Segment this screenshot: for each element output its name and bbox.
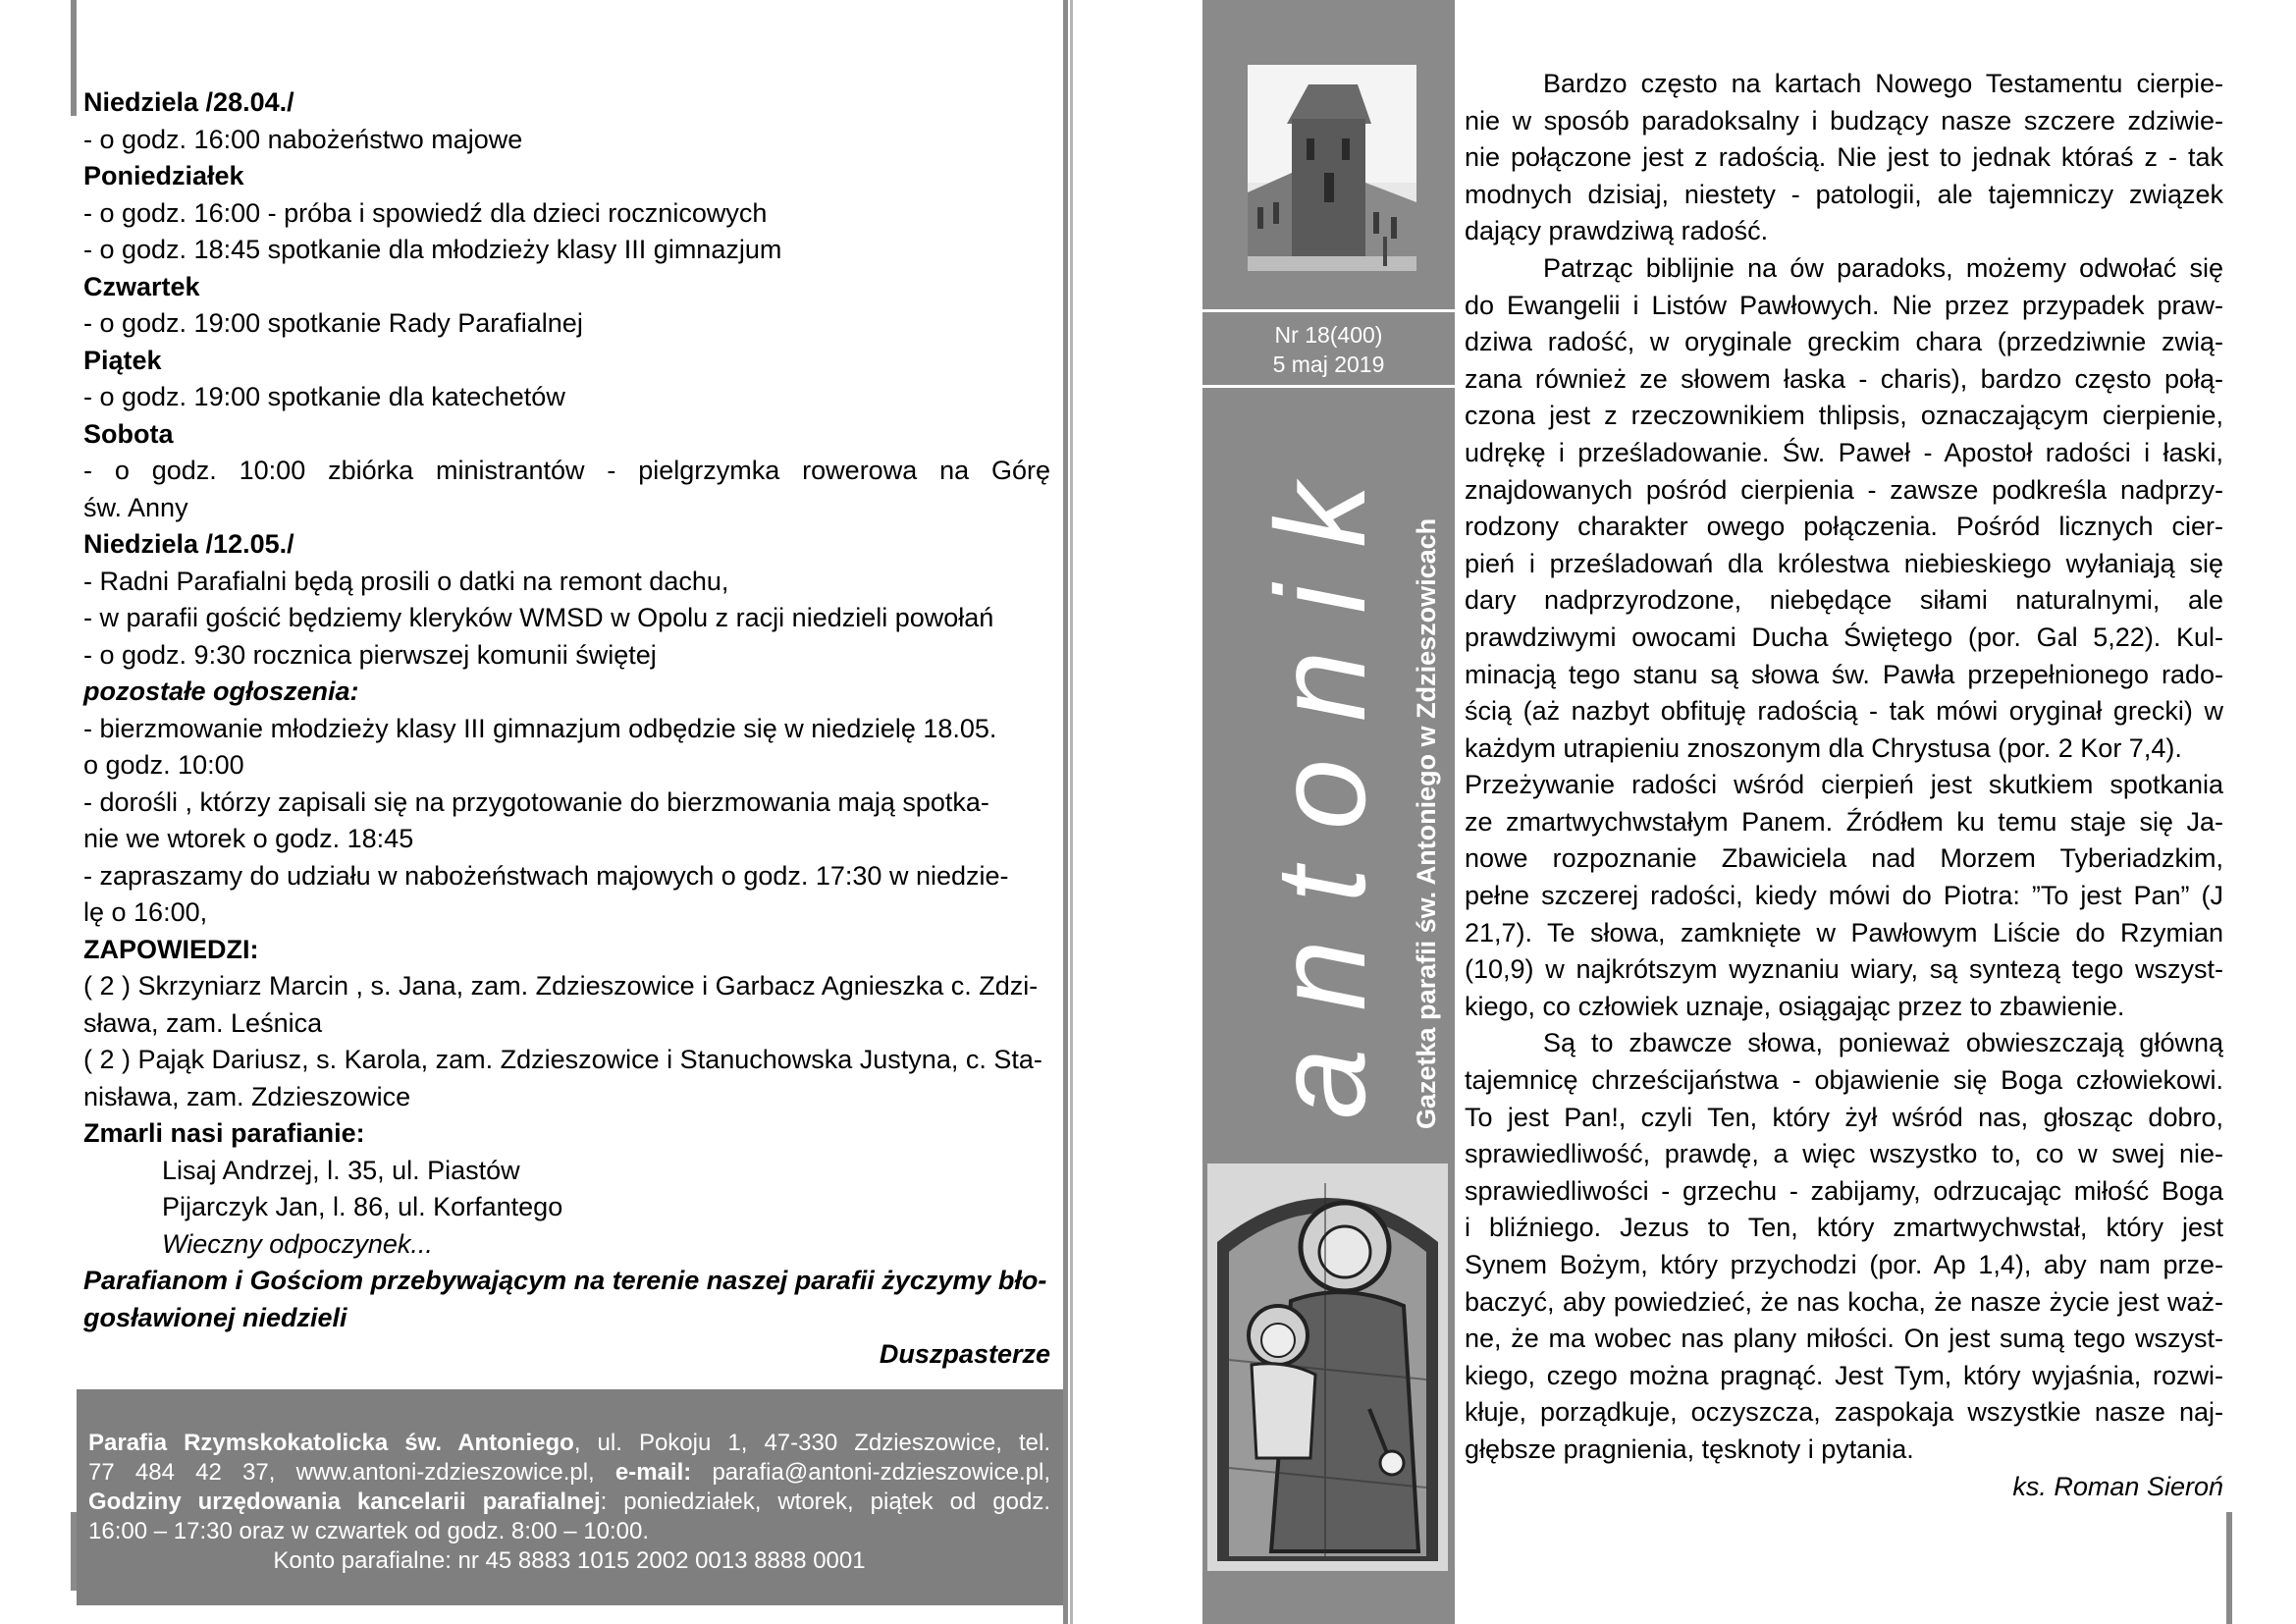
article-line: rodzony charakter owego połączenia. Pośród licznych cier- bbox=[1465, 512, 2223, 542]
issue-date: 5 maj 2019 bbox=[1272, 352, 1385, 377]
church-illustration bbox=[1248, 65, 1416, 271]
day-heading: Czwartek bbox=[83, 271, 200, 301]
footer-line-hours bbox=[88, 1488, 1050, 1517]
page-center-rule-left bbox=[1063, 0, 1068, 1624]
article-line: minacją tego stanu są słowa św. Pawła przepełnionego rado- bbox=[1465, 659, 2223, 689]
article-line: nowe rozpoznanie Zbawiciela nad Morzem Tyberiadzkim, bbox=[1465, 843, 2223, 874]
newsletter-title: antonik bbox=[1249, 446, 1392, 1119]
article-line: każdym utrapieniu znoszonym dla Chrystusa (por. 2 Kor 7,4). bbox=[1465, 732, 2182, 763]
article-line: modnych dzisiaj, niestety - patologii, ale tajemniczy związek bbox=[1465, 179, 2223, 209]
article-line: pień i prześladowań dla królestwa niebieskiego wyłaniają się bbox=[1465, 548, 2223, 578]
footer-line-address bbox=[88, 1429, 1050, 1458]
parish-phone-web[interactable]: 77 484 42 37, www.antoni-zdzieszowice.pl, bbox=[88, 1459, 615, 1486]
article-line: baczyć, aby powiedzieć, że nas kocha, że nasze życie jest waż- bbox=[1465, 1286, 2223, 1317]
article-line: sprawiedliwości - grzechu - zabijamy, odrzucając miłość Boga bbox=[1465, 1175, 2223, 1206]
article-page bbox=[1465, 66, 2223, 1505]
parish-contact-footer bbox=[77, 1389, 1063, 1605]
announcement-line: - o godz. 16:00 nabożeństwo majowe bbox=[83, 124, 523, 154]
article-signature: ks. Roman Sieroń bbox=[2012, 1471, 2223, 1501]
issue-number: Nr 18(400) bbox=[1274, 322, 1383, 348]
banns-line: ( 2 ) Pająk Dariusz, s. Karola, zam. Zdzieszowice i Stanuchowska Justyna, c. Sta- bbox=[83, 1045, 1042, 1074]
signature-pastors: Duszpasterze bbox=[879, 1339, 1050, 1369]
parish-name: Parafia Rzymskokatolicka św. Antoniego bbox=[88, 1430, 574, 1456]
article-line: sprawiedliwość, prawdę, a więc wszystko to, co w swej nie- bbox=[1465, 1139, 2223, 1169]
article-line: kiego, czego można pragnąć. Jest Tym, który wyjaśnia, rozwi- bbox=[1465, 1360, 2223, 1390]
blessing-line: Parafianom i Gościom przebywającym na terenie naszej parafii życzymy bło- bbox=[83, 1266, 1047, 1295]
announcement-line: - o godz. 18:45 spotkanie dla młodzieży klasy III gimnazjum bbox=[83, 235, 782, 264]
article-line: To jest Pan!, czyli Ten, który żył wśród nas, głosząc dobro, bbox=[1465, 1102, 2223, 1132]
announcement-line: o godz. 10:00 bbox=[83, 750, 244, 780]
article-line: ne, że ma wobec nas plany miłości. On jest sumą tego wszyst- bbox=[1465, 1324, 2223, 1354]
footer-line-hours-2: 16:00 – 17:30 oraz w czwartek od godz. 8:00 – 10:00. bbox=[88, 1518, 650, 1544]
article-line: znajdowanych pośród cierpienia - zawsze podkreśla nadprzy- bbox=[1465, 474, 2223, 505]
church-photo bbox=[1248, 65, 1416, 271]
article-line: do Ewangelii i Listów Pawłowych. Nie przez przypadek praw- bbox=[1465, 290, 2223, 320]
announcement-line: - Radni Parafialni będą prosili o datki na remont dachu, bbox=[83, 566, 729, 596]
right-margin-rule bbox=[2226, 1512, 2232, 1624]
article-line: zana również ze słowem łaska - charis), bardzo często połą- bbox=[1465, 363, 2223, 394]
stained-glass-illustration bbox=[1207, 1164, 1448, 1571]
announcement-line: - o godz. 19:00 spotkanie dla katechetów bbox=[83, 382, 565, 411]
announcement-line: - o godz. 16:00 - próba i spowiedź dla dzieci rocznicowych bbox=[83, 197, 768, 228]
article-line: kłuje, porządkuje, oczyszcza, zaspokaja wszystkie nasze naj- bbox=[1465, 1397, 2223, 1428]
article-line: nie połączone jest z radością. Nie jest to jednak któraś z - tak bbox=[1465, 142, 2223, 173]
announcement-line: - w parafii gościć będziemy kleryków WMSD w Opolu z racji niedzieli powołań bbox=[83, 603, 994, 632]
article-line: Przeżywanie radości wśród cierpień jest skutkiem spotkania bbox=[1465, 770, 2223, 800]
article-line: pełne szczerej radości, kiedy mówi do Piotra: ”To jest Pan” (J bbox=[1465, 881, 2223, 911]
day-heading: Sobota bbox=[83, 418, 174, 449]
article-line: i bliźniego. Jezus to Ten, który zmartwychwstał, który jest bbox=[1465, 1213, 2223, 1243]
announcement-line: - bierzmowanie młodzieży klasy III gimnazjum odbędzie się w niedzielę 18.05. bbox=[83, 713, 997, 743]
bank-account: Konto parafialne: nr 45 8883 1015 2002 0013 8888 0001 bbox=[273, 1547, 866, 1574]
announcement-line: - o godz. 10:00 zbiórka ministrantów - pielgrzymka rowerowa na Górę bbox=[83, 456, 1050, 485]
email-label: e-mail: bbox=[614, 1459, 692, 1486]
parish-address: , ul. Pokoju 1, 47-330 Zdzieszowice, tel. bbox=[573, 1430, 1050, 1456]
announcement-line: - o godz. 19:00 spotkanie Rady Parafialnej bbox=[83, 308, 583, 338]
masthead-column bbox=[1202, 0, 1455, 1624]
announcement-line: - zapraszamy do udziału w nabożeństwach majowych o godz. 17:30 w niedzie- bbox=[83, 860, 1009, 891]
article-line: dziwa radość, w oryginale greckim chara (przedziwnie zwią- bbox=[1465, 327, 2223, 357]
deceased-entry: Lisaj Andrzej, l. 35, ul. Piastów bbox=[162, 1155, 520, 1185]
article-line: Bardzo często na kartach Nowego Testamentu cierpie- bbox=[1543, 69, 2223, 98]
announcement-line: lę o 16:00, bbox=[83, 897, 208, 927]
day-heading: Poniedziałek bbox=[83, 161, 244, 190]
banns-line: ( 2 ) Skrzyniarz Marcin , s. Jana, zam. Zdzieszowice i Garbacz Agnieszka c. Zdzi- bbox=[83, 971, 1039, 1001]
day-heading: Niedziela /28.04./ bbox=[83, 87, 294, 117]
announcement-line: - dorośli , którzy zapisali się na przygotowanie do bierzmowania mają spotka- bbox=[83, 786, 989, 817]
day-heading: Piątek bbox=[83, 345, 162, 375]
other-announcements-heading: pozostałe ogłoszenia: bbox=[83, 677, 359, 706]
footer-line-contact bbox=[88, 1458, 1050, 1488]
announcement-line: św. Anny bbox=[83, 492, 188, 522]
saint-anthony-image bbox=[1207, 1164, 1448, 1571]
article-line: Synem Bożym, który przychodzi (por. Ap 1,4), aby nam prze- bbox=[1465, 1250, 2223, 1279]
article-line: Patrząc biblijnie na ów paradoks, możemy odwołać się bbox=[1543, 252, 2223, 283]
issue-info bbox=[1202, 309, 1455, 388]
deceased-entry: Pijarczyk Jan, l. 86, ul. Korfantego bbox=[162, 1192, 563, 1221]
article-line: nie w sposób paradoksalny i budzący nasze szczere zdziwie- bbox=[1465, 105, 2223, 135]
article-line: dary nadprzyrodzone, niebędące siłami naturalnymi, ale bbox=[1465, 585, 2223, 616]
left-margin-rule-top bbox=[71, 0, 77, 116]
eternal-rest-line: Wieczny odpoczynek... bbox=[162, 1228, 433, 1259]
banns-line: nisława, zam. Zdzieszowice bbox=[83, 1081, 411, 1111]
announcements-page bbox=[83, 84, 1050, 1374]
blessing-line: gosławionej niedzieli bbox=[83, 1302, 347, 1332]
article-line: tajemnicę chrześcijaństwa - objawienie się Boga człowiekowi. bbox=[1465, 1065, 2223, 1096]
day-heading: Niedziela /12.05./ bbox=[83, 529, 294, 559]
parish-email[interactable]: parafia@antoni-zdzieszowice.pl, bbox=[691, 1459, 1050, 1486]
office-hours-days: : poniedziałek, wtorek, piątek od godz. bbox=[600, 1489, 1050, 1515]
article-line: 21,7). Te słowa, zamknięte w Pawłowym Liście do Rzymian bbox=[1465, 917, 2223, 947]
article-line: (10,9) w najkrótszym wyznaniu wiary, są syntezą tego wszyst- bbox=[1465, 954, 2223, 985]
article-line: ścią (aż nazbyt obfituję radością - tak mówi oryginał grecki) w bbox=[1465, 696, 2223, 727]
article-line: ze zmartwychwstałym Panem. Źródłem ku temu staje się Ja- bbox=[1465, 806, 2223, 837]
article-line: głębsze pragnienia, tęsknoty i pytania. bbox=[1465, 1434, 1914, 1464]
article-line: udrękę i prześladowanie. Św. Paweł - Apostoł radości i łaski, bbox=[1465, 437, 2223, 467]
article-line: prawdziwymi owocami Ducha Świętego (por. Gal 5,22). Kul- bbox=[1465, 622, 2223, 652]
page-center-rule-right bbox=[1070, 0, 1073, 1624]
announcement-line: nie we wtorek o godz. 18:45 bbox=[83, 824, 414, 853]
office-hours-label: Godziny urzędowania kancelarii parafialnej bbox=[88, 1489, 601, 1515]
article-line: czona jest z rzeczownikiem thlipsis, oznaczającym cierpienie, bbox=[1465, 401, 2223, 431]
announcement-line: - o godz. 9:30 rocznica pierwszej komunii świętej bbox=[83, 639, 657, 670]
banns-heading: ZAPOWIEDZI: bbox=[83, 934, 259, 964]
article-line: kiego, co człowiek uznaje, osiągając przez to zbawienie. bbox=[1465, 991, 2125, 1021]
article-line: dający prawdziwą radość. bbox=[1465, 216, 1769, 246]
article-line: Są to zbawcze słowa, ponieważ obwieszczają główną bbox=[1543, 1028, 2223, 1058]
deceased-heading: Zmarli nasi parafianie: bbox=[83, 1118, 365, 1148]
banns-line: sława, zam. Leśnica bbox=[83, 1007, 323, 1038]
newsletter-subtitle: Gazetka parafii św. Antoniego w Zdzieszowicach bbox=[1412, 517, 1441, 1129]
